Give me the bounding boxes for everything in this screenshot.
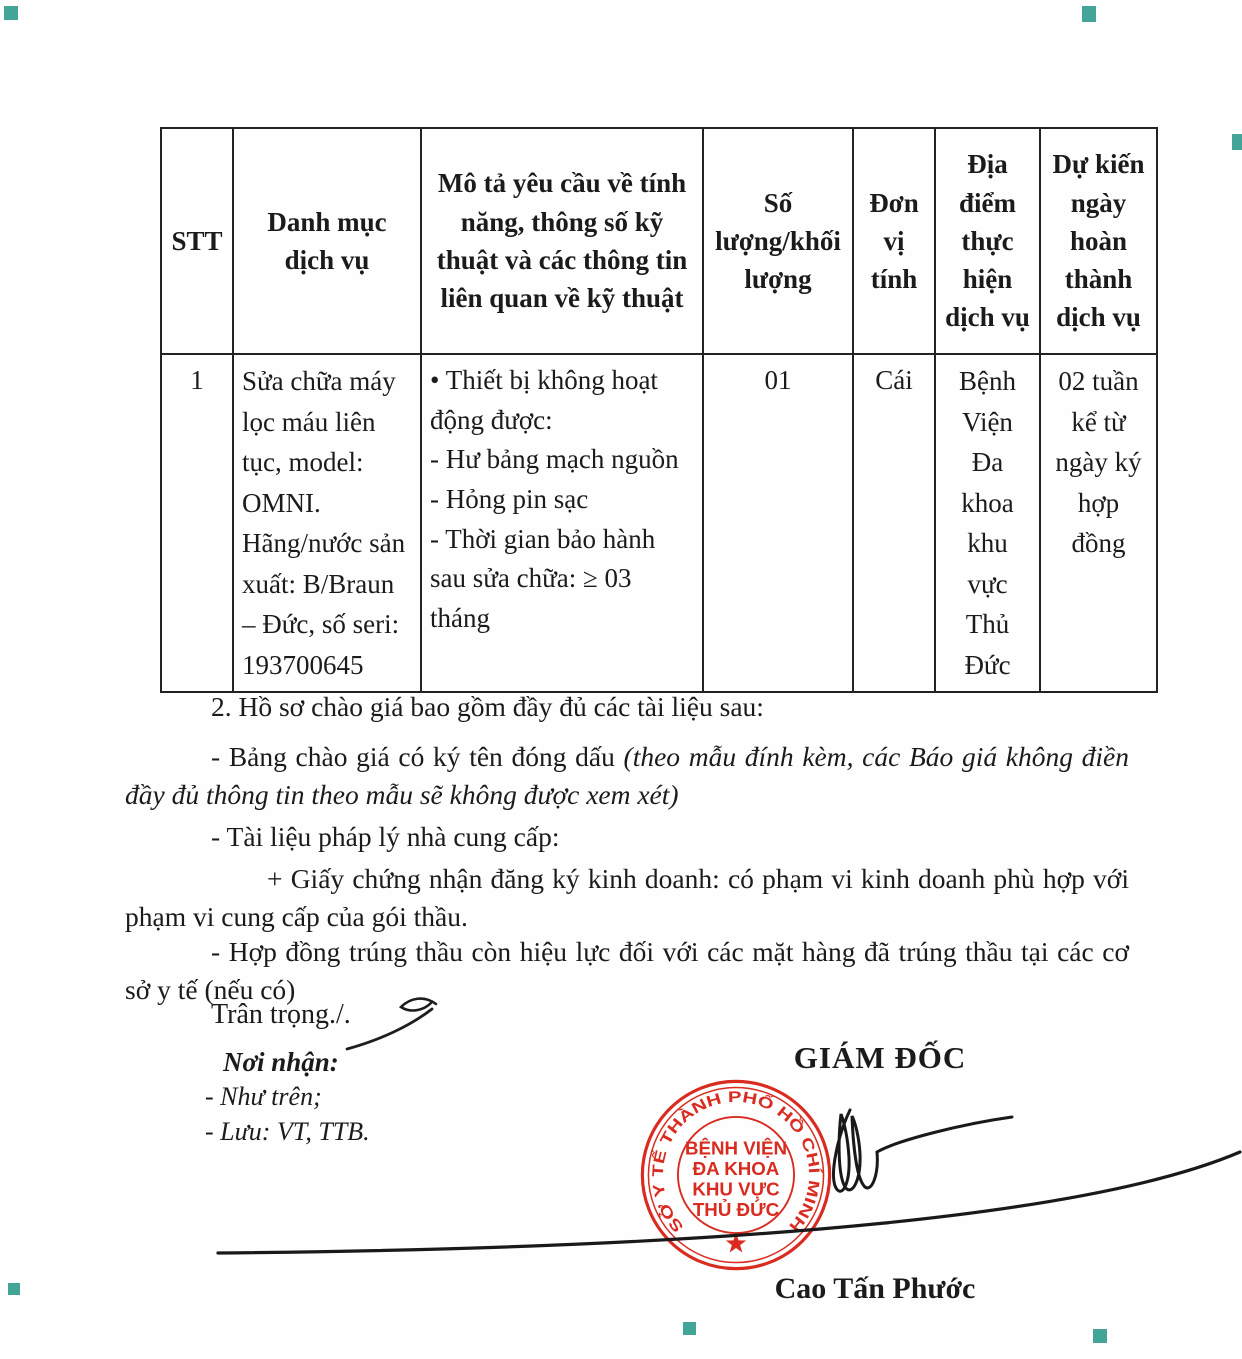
stamp-center-line: BỆNH VIỆN bbox=[685, 1137, 787, 1159]
item-legal-docs: - Tài liệu pháp lý nhà cung cấp: bbox=[211, 821, 560, 852]
header-service: Danh mục dịch vụ bbox=[233, 128, 421, 354]
signer-title: GIÁM ĐỐC bbox=[793, 1040, 967, 1075]
stamp-ring-text: SỞ Y TẾ THÀNH PHỐ HỒ CHÍ MINH bbox=[649, 1089, 823, 1236]
recipients-title: Nơi nhận: bbox=[223, 1047, 339, 1077]
recipients-block bbox=[205, 1046, 370, 1148]
header-description: Mô tả yêu cầu về tính năng, thông số kỹ thuật và các thông tin liên quan về kỹ thuật bbox=[421, 128, 703, 354]
scan-artifact bbox=[683, 1322, 696, 1335]
cell-unit: Cái bbox=[853, 354, 935, 692]
scan-artifact bbox=[1093, 1329, 1107, 1343]
recipient-item: - Lưu: VT, TTB. bbox=[205, 1117, 370, 1146]
description-line: - Hỏng pin sạc bbox=[430, 484, 589, 515]
table-header-row bbox=[161, 128, 1157, 354]
cell-location: Bệnh Viện Đa khoa khu vực Thủ Đức bbox=[935, 354, 1040, 692]
recipient-item: - Như trên; bbox=[205, 1082, 322, 1111]
cell-description bbox=[421, 354, 703, 692]
item-contract: - Hợp đồng trúng thầu còn hiệu lực đối với các mặt hàng đã trúng thầu tại các cơ sở y tế (nếu có) bbox=[125, 936, 1129, 1005]
scan-artifact bbox=[8, 1283, 20, 1295]
cell-completion: 02 tuần kể từ ngày ký hợp đồng bbox=[1040, 354, 1157, 692]
service-table bbox=[160, 127, 1158, 693]
cell-service: Sửa chữa máy lọc máu liên tục, model: OMNI. Hãng/nước sản xuất: B/Braun – Đức, số seri: 193700645 bbox=[233, 354, 421, 692]
scan-artifact bbox=[4, 6, 18, 20]
description-line: • Thiết bị không hoạt động được: bbox=[430, 365, 658, 435]
stamp-star-icon bbox=[726, 1233, 746, 1252]
stamp-center-line: ĐA KHOA bbox=[692, 1158, 780, 1179]
header-stt: STT bbox=[161, 128, 233, 354]
item-price-italic-note: (theo mẫu đính kèm, các Báo giá không điền đầy đủ thông tin theo mẫu sẽ không được xem xét) bbox=[125, 741, 1129, 810]
table-row bbox=[161, 354, 1157, 692]
description-line: - Thời gian bảo hành sau sửa chữa: ≥ 03 tháng bbox=[430, 523, 656, 634]
header-completion: Dự kiến ngày hoàn thành dịch vụ bbox=[1040, 128, 1157, 354]
section2-heading: 2. Hồ sơ chào giá bao gồm đầy đủ các tài liệu sau: bbox=[211, 691, 764, 722]
cell-stt: 1 bbox=[161, 354, 233, 692]
hospital-stamp bbox=[633, 1072, 839, 1278]
item-price-normal-text: - Bảng chào giá có ký tên đóng dấu bbox=[211, 741, 624, 772]
closing-regards: Trân trọng./. bbox=[211, 999, 351, 1030]
scan-artifact bbox=[1082, 6, 1096, 22]
stamp-center-line: THỦ ĐỨC bbox=[692, 1199, 780, 1221]
header-location: Địa điểm thực hiện dịch vụ bbox=[935, 128, 1040, 354]
cell-quantity: 01 bbox=[703, 354, 853, 692]
item-business-license: + Giấy chứng nhận đăng ký kinh doanh: có phạm vi kinh doanh phù hợp với phạm vi cung cấp của gói thầu. bbox=[125, 863, 1129, 932]
description-line: - Hư bảng mạch nguồn bbox=[430, 444, 679, 475]
header-unit: Đơn vị tính bbox=[853, 128, 935, 354]
stamp-center-line: KHU VỰC bbox=[692, 1178, 780, 1200]
item-price-quote bbox=[125, 738, 1129, 814]
scan-artifact bbox=[1232, 134, 1242, 150]
signer-name: Cao Tấn Phước bbox=[774, 1272, 976, 1305]
header-quantity: Số lượng/khối lượng bbox=[703, 128, 853, 354]
